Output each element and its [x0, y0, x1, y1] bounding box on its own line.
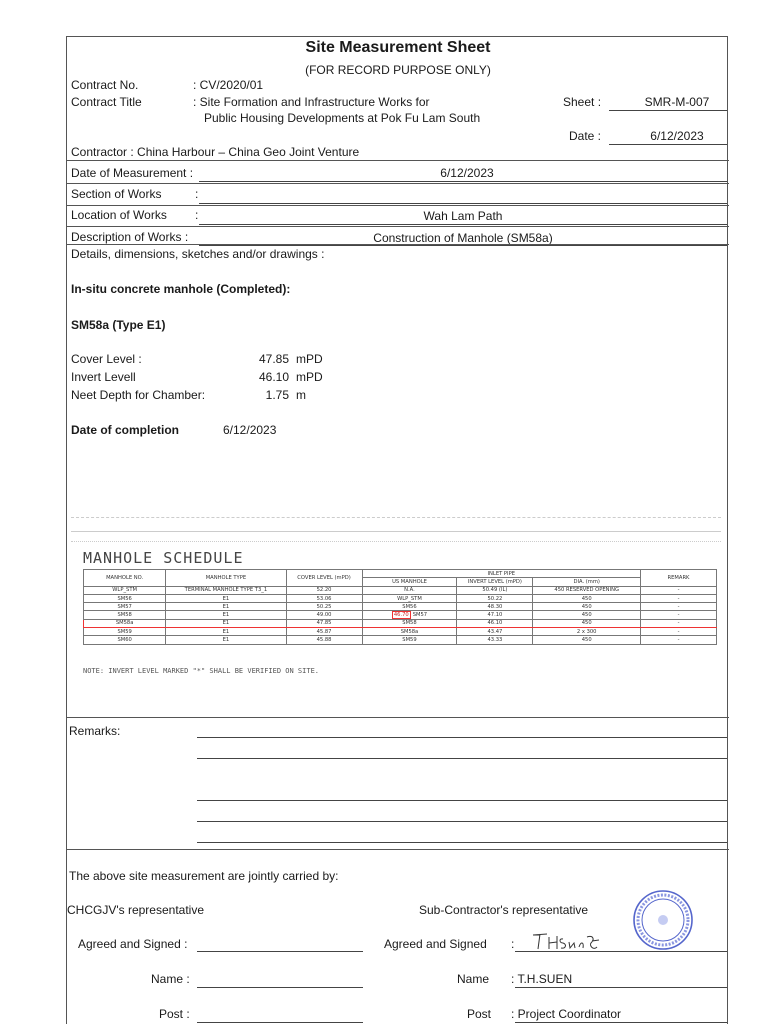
contract-title-label: Contract Title	[71, 95, 142, 109]
invert-level-value: 46.10	[258, 370, 289, 384]
col-dia: DIA. (mm)	[533, 578, 641, 586]
cell-invert-level: 43.47	[457, 628, 533, 636]
measurement-sheet	[66, 36, 728, 1024]
cell-cover-level: 53.06	[286, 594, 362, 602]
post-left-label: Post :	[159, 1007, 190, 1021]
sheet-label: Sheet :	[563, 95, 602, 109]
cell-dia: 450	[533, 594, 641, 602]
schedule-title: MANHOLE SCHEDULE	[83, 549, 244, 567]
cell-manhole-type: E1	[166, 611, 286, 619]
cell-invert-level: 48.30	[457, 603, 533, 611]
cell-cover-level: 45.88	[286, 636, 362, 644]
cell-remark: -	[641, 611, 717, 619]
cell-manhole-no: WLP_STM	[84, 586, 166, 594]
details-heading: In-situ concrete manhole (Completed):	[71, 282, 291, 296]
table-row	[84, 619, 717, 627]
cell-manhole-type: E1	[166, 636, 286, 644]
agreed-signed-right-label: Agreed and Signed	[384, 937, 487, 951]
name-right-value: : T.H.SUEN	[511, 972, 573, 986]
manhole-type: SM58a (Type E1)	[71, 318, 166, 332]
post-right-label: Post	[467, 1007, 492, 1021]
cell-invert-level: 47.10	[457, 611, 533, 619]
col-manhole-type: MANHOLE TYPE	[166, 570, 286, 587]
cell-invert-level: 46.10	[457, 619, 533, 627]
sheet-value: SMR-M-007	[644, 95, 710, 109]
table-row	[84, 594, 717, 602]
cell-dia: 450 RESERVED OPENING	[533, 586, 641, 594]
date-value: 6/12/2023	[650, 129, 704, 143]
col-invert-level: INVERT LEVEL (mPD)	[457, 578, 533, 586]
cell-cover-level: 49.00	[286, 611, 362, 619]
cell-manhole-no: SM59	[84, 628, 166, 636]
table-row	[84, 628, 717, 636]
cell-cover-level: 52.20	[286, 586, 362, 594]
cell-dia: 450	[533, 611, 641, 619]
depth-label: Neet Depth for Chamber:	[71, 388, 206, 402]
cell-manhole-no: SM60	[84, 636, 166, 644]
cell-cover-level: 45.87	[286, 628, 362, 636]
cover-level-value: 47.85	[258, 352, 289, 366]
description-label: Description of Works :	[71, 230, 189, 244]
cover-level-unit: mPD	[296, 352, 323, 366]
details-label: Details, dimensions, sketches and/or drawings :	[71, 247, 325, 261]
cell-manhole-type: E1	[166, 594, 286, 602]
cell-manhole-no: SM57	[84, 603, 166, 611]
cell-dia: 450	[533, 636, 641, 644]
table-row	[84, 611, 717, 619]
handwritten-mark: 46.70	[393, 612, 409, 619]
date-label: Date :	[569, 129, 602, 143]
cell-invert-level: 50.22	[457, 594, 533, 602]
subcontractor-rep-label: Sub-Contractor's representative	[419, 903, 589, 917]
date-of-measurement-label: Date of Measurement :	[71, 166, 194, 180]
cell-manhole-type: E1	[166, 628, 286, 636]
cell-us-manhole: SM58	[362, 619, 457, 627]
cell-manhole-no: SM58	[84, 611, 166, 619]
handwritten-signature	[529, 929, 605, 955]
col-inlet-pipe: INLET PIPE	[362, 570, 641, 578]
cell-dia: 450	[533, 619, 641, 627]
cell-manhole-no: SM56	[84, 594, 166, 602]
table-row	[84, 636, 717, 644]
contract-title-value-2: Public Housing Developments at Pok Fu Lam South	[204, 111, 481, 125]
cell-dia: 2 x 300	[533, 628, 641, 636]
col-remark: REMARK	[641, 570, 717, 587]
name-right-label: Name	[457, 972, 490, 986]
cell-us-manhole: N.A.	[362, 586, 457, 594]
section-label: Section of Works	[71, 187, 162, 201]
col-manhole-no: MANHOLE NO.	[84, 570, 166, 587]
contractor: Contractor : China Harbour – China Geo Joint Venture	[71, 145, 360, 159]
location-label: Location of Works	[71, 208, 167, 222]
cell-dia: 450	[533, 603, 641, 611]
table-row	[84, 603, 717, 611]
cell-manhole-no: SM58a	[84, 619, 166, 627]
page-subtitle: (FOR RECORD PURPOSE ONLY)	[305, 63, 491, 77]
depth-value: 1.75	[265, 388, 289, 402]
cell-remark: -	[641, 636, 717, 644]
date-of-measurement-value: 6/12/2023	[440, 166, 494, 180]
contract-no-value: : CV/2020/01	[193, 78, 264, 92]
section-colon: :	[195, 187, 199, 201]
cell-invert-level: 50.49 (IL)	[457, 586, 533, 594]
schedule-note: NOTE: INVERT LEVEL MARKED "*" SHALL BE VERIFIED ON SITE.	[83, 667, 320, 675]
cell-us-manhole: SM58a	[362, 628, 457, 636]
agreed-signed-right-colon: :	[511, 937, 515, 951]
col-us-manhole: US MANHOLE	[362, 578, 457, 586]
cell-remark: -	[641, 603, 717, 611]
manhole-schedule-drawing	[67, 507, 729, 687]
cell-manhole-type: E1	[166, 619, 286, 627]
post-right-value: : Project Coordinator	[511, 1007, 622, 1021]
agreed-signed-left-label: Agreed and Signed :	[78, 937, 188, 951]
chcgjv-rep-label: CHCGJV's representative	[67, 903, 205, 917]
manhole-schedule-table	[83, 569, 717, 645]
cell-cover-level: 47.85	[286, 619, 362, 627]
cell-manhole-type: E1	[166, 603, 286, 611]
remarks-label: Remarks:	[69, 724, 121, 738]
location-value: Wah Lam Path	[423, 209, 503, 223]
cell-cover-level: 50.25	[286, 603, 362, 611]
cell-us-manhole-text: SM57	[412, 612, 428, 619]
col-cover-level: COVER LEVEL (mPD)	[286, 570, 362, 587]
cell-remark: -	[641, 619, 717, 627]
cell-remark: -	[641, 594, 717, 602]
contract-title-value-1: : Site Formation and Infrastructure Works for	[193, 95, 430, 109]
page-title: Site Measurement Sheet	[305, 39, 491, 56]
invert-level-label: Invert Levell	[71, 370, 136, 384]
description-value: Construction of Manhole (SM58a)	[373, 231, 553, 245]
location-colon: :	[195, 208, 199, 222]
cell-remark: -	[641, 586, 717, 594]
contract-no-label: Contract No.	[71, 78, 139, 92]
cell-us-manhole: WLP_STM	[362, 594, 457, 602]
invert-level-unit: mPD	[296, 370, 323, 384]
cell-us-manhole: SM59	[362, 636, 457, 644]
cell-remark: -	[641, 628, 717, 636]
company-seal-stamp	[632, 889, 694, 951]
cell-us-manhole	[362, 611, 457, 619]
cover-level-label: Cover Level :	[71, 352, 142, 366]
completion-label: Date of completion	[71, 423, 180, 437]
name-left-label: Name :	[151, 972, 190, 986]
depth-unit: m	[296, 388, 306, 402]
cell-manhole-type: TERMINAL MANHOLE TYPE T3_1	[166, 586, 286, 594]
cell-us-manhole: SM56	[362, 603, 457, 611]
completion-value: 6/12/2023	[223, 423, 277, 437]
table-row	[84, 586, 717, 594]
signoff-intro: The above site measurement are jointly carried by:	[69, 869, 339, 883]
cell-invert-level: 43.33	[457, 636, 533, 644]
